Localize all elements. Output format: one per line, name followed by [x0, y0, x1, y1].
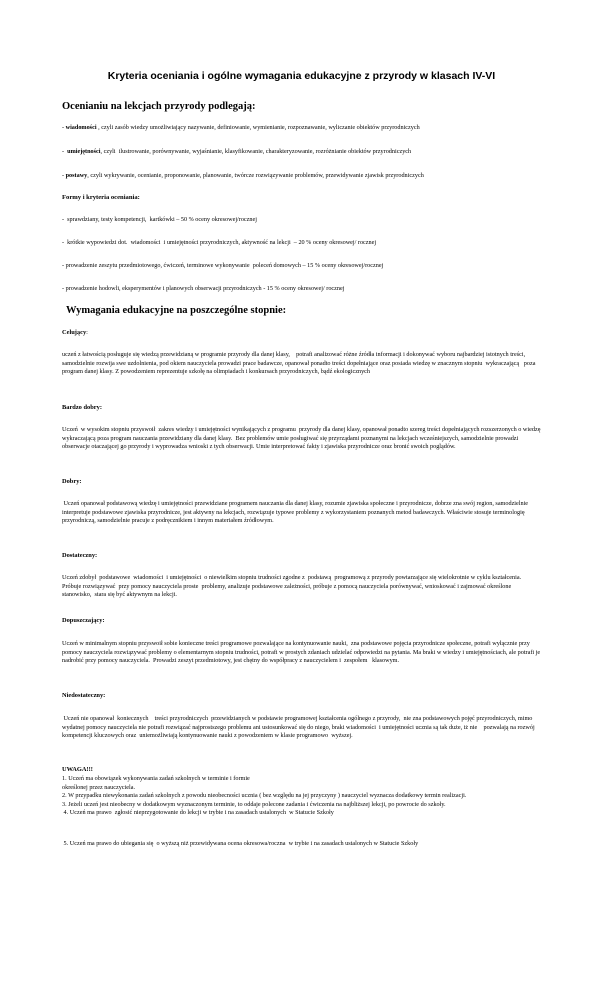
grade-label-celujacy: Celujący:: [62, 329, 88, 336]
forms-heading: Formy i kryteria oceniania:: [62, 194, 140, 201]
grade-text-niedostateczny: Uczeń nie opanował koniecznych treści przyrodniczych przewidzianych w podstawie programowej kształcenia ogólnego z przyrody, nie zna podstawowych pojęć przyrodniczych, mimo wydatnej pomocy nauczyciela nie potrafi rozwiązać najprostszego problemu ani ustosunkować się do niego, braki wiadomości i umiejętności ucznia są tak duże, iż nie pozwalają na rozwój kompetencji kluczowych oraz uniemożliwiają kontynuowanie nauki z powodzeniem w klasie programowo wyższej.: [62, 715, 537, 740]
paragraph-umiejetnosci: - umiejętności, czyli ilustrowanie, porównywanie, wyjaśnianie, klasyfikowanie, charakteryzowanie, rozróżnianie obiektów przyrodniczych: [62, 148, 412, 155]
document-title: Kryteria oceniania i ogólne wymagania edukacyjne z przyrody w klasach IV-VI: [107, 70, 496, 82]
uwaga-item-5: 5. Uczeń ma prawo do ubiegania się o wyższą niż przewidywana ocena okresowa/roczna w trybie i na zasadach ustalonych w Statucie Szkoły: [62, 840, 419, 847]
postawy-desc: , czyli wykrywanie, ocenianie, proponowanie, planowanie, twórcze rozwiązywanie problemów, przewidywanie zjawisk przyrodniczych: [87, 172, 424, 179]
section-heading-requirements: Wymagania edukacyjne na poszczególne stopnie:: [66, 305, 287, 316]
umiejetnosci-term: umiejętności: [67, 148, 101, 155]
wiadomosci-desc: , czyli zasób wiedzy umożliwiający nazywanie, definiowanie, wymienianie, rozpoznawanie, wyliczanie obiektów przyrodniczych: [96, 124, 420, 131]
section-heading-assessment: Ocenianiu na lekcjach przyrody podlegają:: [62, 101, 256, 112]
paragraph-postawy: - postawy, czyli wykrywanie, ocenianie, proponowanie, planowanie, twórcze rozwiązywanie problemów, przewidywanie zjawisk przyrodniczych: [62, 172, 424, 179]
grade-label-dobry: Dobry:: [62, 478, 82, 485]
grade-label-niedostateczny: Niedostateczny:: [62, 692, 106, 699]
grade-text-dostateczny: Uczeń zdobył podstawowe wiadomości i umiejętności o niewielkim stopniu trudności zgodne z podstawą programową z przyrody powtarzające się wielokrotnie w cyklu kształcenia. Próbuje rozwiązywać przy pomocy nauczyciela proste problemy, analizuje podstawowe zależności, próbuje z pomocą nauczyciela porównywać, wnioskować i zajmować określone stanowisko, stara się być aktywnym na lekcji.: [62, 574, 525, 599]
grade-text-bardzo-dobry: Uczeń w wysokim stopniu przyswoił zakres wiedzy i umiejętności wynikających z programu przyrody dla danej klasy, opanował ponadto szereg treści dopełniających rozszerzonych o wiedzę wykraczającą poza program nauczania przewidziany dla danej klasy. Bez problemów umie posługiwać się przyrządami poznanymi na lekcjach wcześniejszych, samodzielnie prowadzi obserwacje otaczającej go przyrody i wyprowadza wnioski z tych obserwacji. Umie interpretować fakty i zjawiska przyrodnicze oraz bronić swoich poglądów.: [62, 426, 542, 451]
wiadomosci-term: wiadomości: [65, 124, 97, 131]
grade-label-dostateczny: Dostateczny:: [62, 552, 98, 559]
form-item: - sprawdziany, testy kompetencji, kartkówki – 50 % oceny okresowej/rocznej: [62, 216, 257, 223]
grade-label-dopuszczajacy: Dopuszczający:: [62, 617, 105, 624]
form-item: - prowadzenie hodowli, eksperymentów i planowych obserwacji przyrodniczych - 15 % oceny okresowej/ rocznej: [62, 285, 345, 292]
grade-label-bardzo-dobry: Bardzo dobry:: [62, 404, 102, 411]
paragraph-wiadomosci: - wiadomości , czyli zasób wiedzy umożliwiający nazywanie, definiowanie, wymienianie, rozpoznawanie, wyliczanie obiektów przyrodniczych: [62, 124, 420, 131]
uwaga-list: 1. Uczeń ma obowiązek wykonywania zadań szkolnych w terminie i formie określonej przez nauczyciela. 2. W przypadku niewykonania zadań szkolnych z powodu nieobecności ucznia ( bez względu na jej przyczyny ) nauczyciel wyznacza dodatkowy termin realizacji. 3. Jeżeli uczeń jest nieobecny w dodatkowym wyznaczonym terminie, to oddaje polecone zadania i ćwiczenia na najbliższej lekcji, po powrocie do szkoły. 4. Uczeń ma prawo zgłosić nieprzygotowanie do lekcji w trybie i na zasadach ustalonych w Statucie Szkoły: [62, 775, 467, 817]
grade-text-celujacy: uczeń z łatwością posługuje się wiedzą przewidzianą w programie przyrody dla danej klasy, potrafi analizować różne źródła informacji i dokonywać wyboru najbardziej istotnych treści, samodzielnie rozwija swe uzdolnienia, pod okiem nauczyciela prowadzi prace badawcze, opanował ponadto treści dopełniające oraz posiada wiedzę w znacznym stopniu wykraczającą poza program danej klasy. Z powodzeniem reprezentuje szkołę na olimpiadach i konkursach przyrodniczych, bądź ekologicznych: [62, 351, 538, 376]
grade-text-dobry: Uczeń opanował podstawową wiedzę i umiejętności przewidziane programem nauczania dla danej klasy, rozumie zjawiska społeczne i przyrodnicze, dobrze zna swój region, samodzielnie interpretuje podstawowe zjawiska przyrodnicze, jest aktywny na lekcjach, rozwiązuje typowe problemy z wykorzystaniem poznanych metod badawczych. Właściwie stosuje terminologię przyrodniczą, samodzielnie pracuje z podręcznikiem i innym materiałem źródłowym.: [62, 500, 530, 525]
postawy-term: postawy: [65, 172, 88, 179]
grade-text-dopuszczajacy: Uczeń w minimalnym stopniu przyswoił sobie konieczne treści programowe pozwalające na kontynuowanie nauki, zna podstawowe pojęcia przyrodnicze społeczne, potrafi wyłącznie przy pomocy nauczyciela rozwiązywać problemy o elementarnym stopniu trudności, potrafi w prostych zdaniach udzielać odpowiedzi na pytania. Ma braki w wiedzy i umiejętnościach, ale potrafi je nadrobić przy pomocy nauczyciela. Prowadzi zeszyt przedmiotowy, jest chętny do współpracy z nauczycielem i zespołem klasowym.: [62, 640, 542, 665]
form-item: - prowadzenie zeszytu przedmiotowego, ćwiczeń, terminowe wykonywanie poleceń domowych – 15 % oceny okresowej/rocznej: [62, 262, 384, 269]
umiejetnosci-desc: , czyli ilustrowanie, porównywanie, wyjaśnianie, klasyfikowanie, charakteryzowanie, rozróżnianie obiektów przyrodniczych: [100, 148, 412, 155]
uwaga-label: UWAGA!!!: [62, 766, 93, 773]
form-item: - krótkie wypowiedzi dot. wiadomości i umiejętności przyrodniczych, aktywność na lekcji – 20 % oceny okresowej/ rocznej: [62, 239, 377, 246]
